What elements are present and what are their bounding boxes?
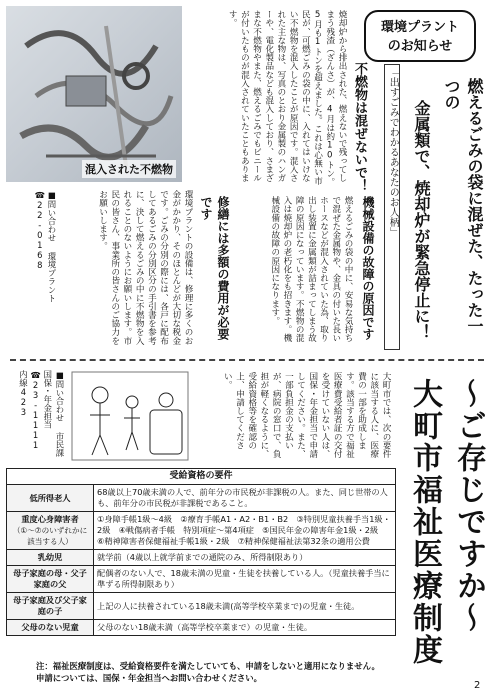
notice-badge [364,10,476,62]
subheading-repair-cost: 修繕には多額の費用が必要です [199,196,230,340]
contact2-tel: ☎23-1111 [30,370,41,450]
contact2-ext: 内線423 [18,370,29,417]
footnote [36,660,380,684]
contact1-tel: ☎22-0168 [34,190,45,270]
row-label-main: 重度心身障害者 [21,514,79,524]
welfare-title: 〜ご存じですか〜 大町市福祉医療制度 [407,378,486,666]
badge-line2: のお知らせ [387,39,453,54]
table-row [7,485,396,512]
section-divider [10,359,484,361]
footnote-line2: 申請については、国保・年金担当へお問い合わせください。 [36,673,262,683]
table-row [7,593,396,620]
table-row [7,566,396,593]
subheading-nonburnables: 不燃物は混ぜないで！ [352,62,367,192]
contact2-label: ■問い合わせ [55,370,65,422]
table-row [7,550,396,566]
row-text: 配偶者のない人で、18歳未満の児童・生徒を扶養している人。（児童扶養手当に準ずる所得制限あり） [94,566,396,593]
row-text: 68歳以上70歳未満の人で、前年分の市民税が非課税の人。また、同じ世帯の人も、前年分の市民税が非課税であること。 [94,485,396,512]
headline-2: 金属類で、焼却炉が緊急停止に！ [412,100,431,340]
eligibility-table [6,468,396,636]
article-3: 環境プラントの設備は、修理に多くのお金がかかり、そのほとんどが大切な税金です。ごみの分別の際には、各戸に配布してあるごみの分別区分の手引書を参考に、決して燃えるごみの中に不燃物を入れることのないようにお願いします。市民の皆さん、事業所の皆さんのご協力をお願いします。 [97,190,193,345]
article-2: 燃えるごみの袋の中に、安易な気持ちで混ぜた金属物や、金具の付いた長いホースなどが混入されていた為、取り出し装置に金属類が詰まってしまう故障の原因になっています。不燃物の混入は焼却炉の老朽化をも招きます。機械設備の故障の原因になります。 [269,196,353,343]
row-label: 母子家庭の母・父子家庭の父 [7,566,94,593]
scrap-metal-illustration [6,6,182,182]
row-label [7,512,94,550]
table-caption: 受給資格の要件 [7,469,396,485]
badge-line1: 環境プラント [380,20,459,35]
nonburnables-photo [6,6,182,182]
family-illustration [70,370,190,462]
article-welfare: 大町市では、次の要件に該当する人に、医療費の一部を助成します。該当する方で福祉医療費受給者証の交付を受けていない人は、国保・年金担当で申請してください。また、一部負担金の支払いが、病院の窓口で、負担が軽くなるように、受給資格等を確認の上、申請してください。 [222,372,391,458]
row-label-sub: （①～⑦のいずれかに該当する人） [12,526,88,546]
subheading-machine-failure: 機械設備の故障の原因です [361,196,375,340]
contact1-name: 環境プラント [47,251,57,303]
contact2-dept: 市民課国保・年金担当 [42,370,65,458]
article-subtitle: 「出すごみでわかるあなたのお人柄」 [384,64,400,350]
row-text: 父母のない18歳未満（高等学校卒業まで）の児童・生徒。 [94,620,396,636]
contact1-label: ■問い合わせ [47,190,57,242]
article-1: 焼却炉から排出された、燃えないで残ってしまう残渣（ざんさ）が、4月は約10トン。5月も1トンを超えました。これは心無い市民が、可燃ごみの袋の中に、入れてはいけない不燃物を混入したことが原因です。混入された主な物は、写真のとおり金属製のハンガーや、電化製品なども混入しており、さまざまな不燃物やまた、燃えるごみでもビニールが付いたものが混入されていたこともあります。 [227,10,347,187]
table-row [7,512,396,550]
photo-caption: 混入された不燃物 [82,160,176,178]
row-text: 就学前（4歳以上就学前までの通院のみ、所得制限あり） [94,550,396,566]
row-label: 母子家庭及び父子家庭の子 [7,593,94,620]
row-label: 低所得老人 [7,485,94,512]
footnote-line1: 注：福祉医療制度は、受給資格要件を満たしていても、申請をしないと適用になりません。 [36,661,380,671]
row-text: ①身障手帳1級～4級 ②療育手帳A1・A2・B1・B2 ③特別児童扶養手当1級・2級 ④戦傷病者手帳 特別項症～第4項症 ⑤国民年金の障害年金1級・2級 ⑥精神障害者保健福祉手帳1級・2級 ⑦精神保健福祉法第32条の適用公費 [94,512,396,550]
headline-1: 燃えるごみの袋に混ぜた、たった一つの [442,78,484,334]
page-number: 2 [474,680,481,691]
row-label: 父母のない児童 [7,620,94,636]
table-row [7,620,396,636]
row-label: 乳幼児 [7,550,94,566]
contact-national-insurance [10,370,66,462]
row-text: 上記の人に扶養されている18歳未満(高等学校卒業まで)の児童・生徒。 [94,593,396,620]
contact-environment-plant [8,190,58,350]
